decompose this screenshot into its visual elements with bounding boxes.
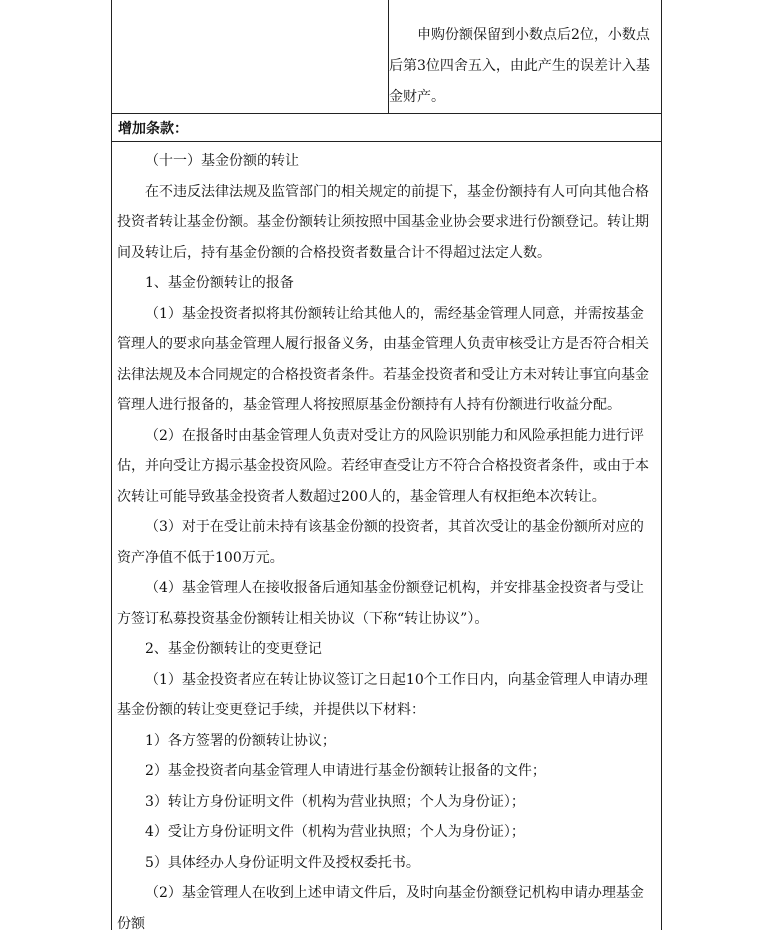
clause-intro: 在不违反法律法规及监管部门的相关规定的前提下，基金份额持有人可向其他合格投资者转让基金份额。基金份额转让须按照中国基金业协会要求进行份额登记。转让期间及转让后，持有基金份额的合格投资者数量合计不得超过法定人数。 — [117, 183, 649, 261]
filing-item-4: （4）基金管理人在接收报备后通知基金份额登记机构，并安排基金投资者与受让方签订私募投资基金份额转让相关协议（下称“转让协议”）。 — [117, 580, 644, 627]
material-list-item-5: 5）具体经办人身份证明文件及授权委托书。 — [145, 854, 420, 871]
material-list-item-2: 2）基金投资者向基金管理人申请进行基金份额转让报备的文件； — [145, 763, 546, 779]
filing-item-1: （1）基金投资者拟将其份额转让给其他人的，需经基金管理人同意，并需按基金管理人的要求向基金管理人履行报备义务，由基金管理人负责审核受让方是否符合相关法律法规及本合同规定的合格投资者条件。若基金投资者和受让方未对转让事宜向基金管理人进行报备的，基金管理人将按照原基金份额持有人持有份额进行收益分配。 — [117, 305, 649, 413]
section-header: 增加条款： — [118, 121, 188, 137]
top-right-cell — [389, 20, 655, 113]
material-list-item-1: 1）各方签署的份额转让协议； — [145, 732, 336, 749]
clause-content — [117, 146, 657, 939]
filing-item-2: （2）在报备时由基金管理人负责对受让方的风险识别能力和风险承担能力进行评估，并向受让方揭示基金投资风险。若经审查受让方不符合合格投资者条件，或由于本次转让可能导致基金投资者人数超过200人的，基金管理人有权拒绝本次转让。 — [117, 427, 649, 505]
table-right-border — [661, 0, 662, 930]
row-divider-top — [111, 113, 662, 114]
subheading-registration: 2、基金份额转让的变更登记 — [145, 641, 322, 657]
top-left-cell — [111, 0, 388, 113]
clause-title: （十一）基金份额的转让 — [145, 153, 299, 169]
top-cell-text: 申购份额保留到小数点后2位，小数点后第3位四舍五入，由此产生的误差计入基金财产。 — [389, 27, 650, 105]
top-table-row — [111, 0, 661, 113]
material-list-item-3: 3）转让方身份证明文件（机构为营业执照；个人为身份证）； — [145, 793, 525, 810]
row-divider-header — [111, 141, 662, 142]
registration-item-2: （2）基金管理人在收到上述申请文件后，及时向基金份额登记机构申请办理基金份额 — [117, 885, 644, 932]
subheading-filing: 1、基金份额转让的报备 — [145, 275, 294, 291]
material-list-item-4: 4）受让方身份证明文件（机构为营业执照；个人为身份证）； — [145, 824, 525, 840]
filing-item-3: （3）对于在受让前未持有该基金份额的投资者，其首次受让的基金份额所对应的资产净值不低于100万元。 — [117, 519, 644, 566]
table-left-border — [111, 0, 112, 930]
registration-item-1: （1）基金投资者应在转让协议签订之日起10个工作日内，向基金管理人申请办理基金份额的转让变更登记手续，并提供以下材料： — [117, 671, 648, 718]
